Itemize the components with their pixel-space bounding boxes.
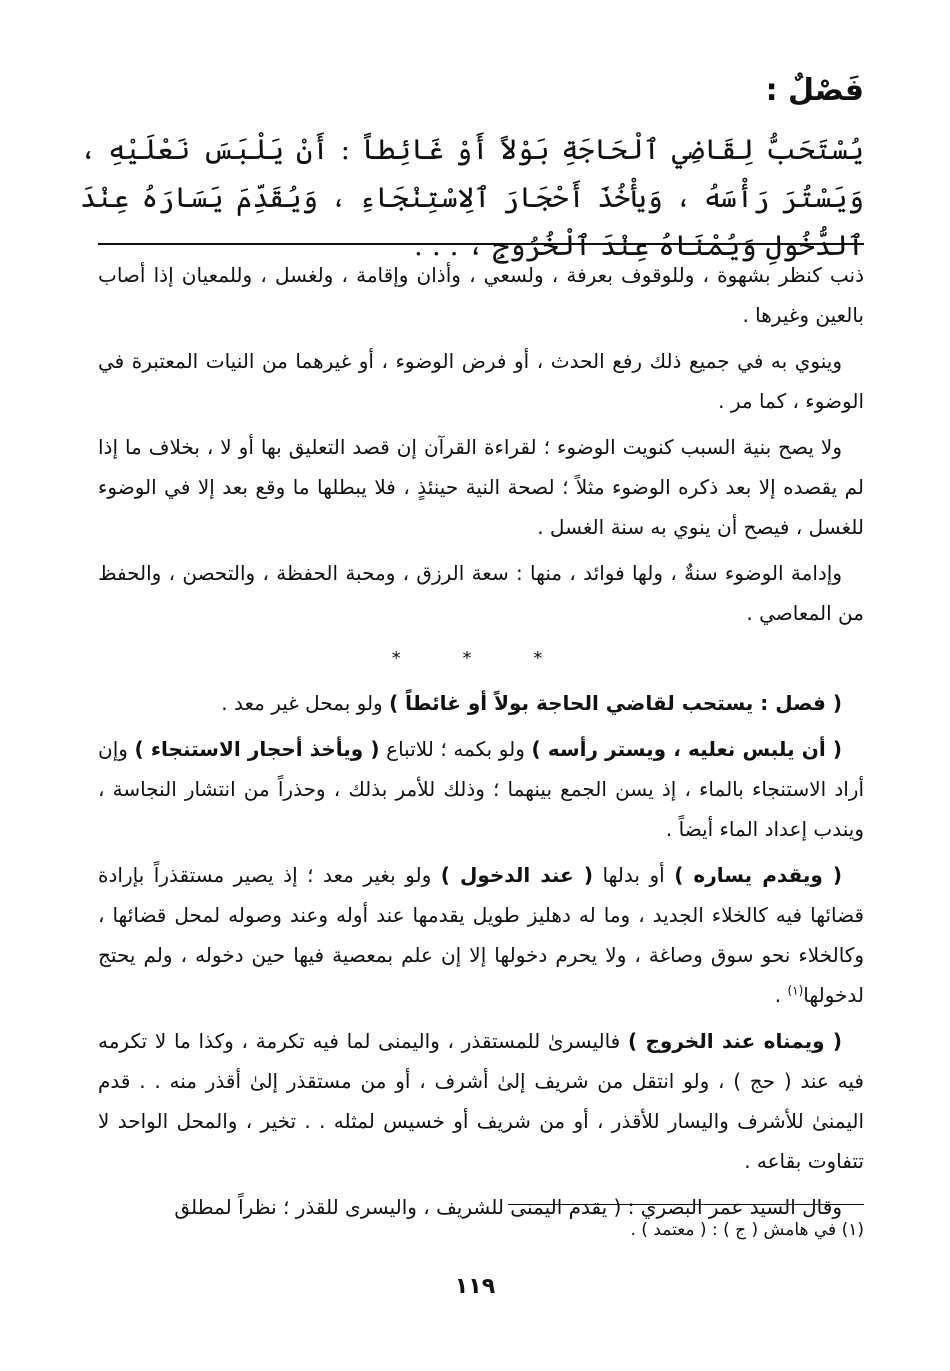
- footnote-divider: [508, 1204, 864, 1205]
- quoted-matn: ( فصل : يستحب لقاضي الحاجة بولاً أو غائطاً ): [389, 691, 842, 715]
- page-number: ١١٩: [454, 1274, 496, 1299]
- commentary-text: أو بدلها: [602, 863, 665, 887]
- footnote: (١) في هامش ( ج ) : ( معتمد ) .: [630, 1220, 864, 1240]
- commentary-text: فاليسرىٰ للمستقذر ، واليمنى لما فيه تكرمة ، وكذا ما لا تكرمه فيه عند ( حج ) ، ولو انتقل من شريف إلىٰ أشرف ، أو من مستقذر إلىٰ أقذر منه . . قدم اليمنىٰ للأشرف واليسار للأقذر ، أو من شريف أو خسيس لمثله . . تخير ، والمحل الواحد لا تتفاوت بقاعه .: [98, 1029, 864, 1173]
- commentary-text: ولو بغير معد ؛ إذ يصير مستقذراً بإرادة قضائها فيه كالخلاء الجديد ، وما له دهليز طويل يقدمها عند أوله وعند وصوله لمحل قضائها ، وكالخلاء نحو سوق وصاغة ، ولا يحرم دخولها إلا إن علم بمعصية فيها حين دخوله ، ولم يحتج لدخولها: [98, 863, 864, 1007]
- section-heading: فَصْلٌ :: [765, 73, 864, 108]
- commentary-paragraph: [98, 683, 864, 723]
- commentary-text: ولو بمحل غير معد .: [221, 691, 383, 715]
- commentary-paragraph: وينوي به في جميع ذلك رفع الحدث ، أو فرض الوضوء ، أو غيرهما من النيات المعتبرة في الوضوء ، كما مر .: [98, 349, 864, 413]
- quoted-matn: ( عند الدخول ): [440, 863, 593, 887]
- quoted-matn: ( أن يلبس نعليه ، ويستر رأسه ): [531, 737, 843, 761]
- commentary-paragraph: وإدامة الوضوء سنةٌ ، ولها فوائد ، منها : سعة الرزق ، ومحبة الحفظة ، والتحصن ، والحفظ من المعاصي .: [98, 561, 864, 625]
- commentary-text: ولو بكمه ؛ للاتباع: [386, 737, 525, 761]
- commentary-text: وإن أراد الاستنجاء بالماء ، إذ يسن الجمع بينهما ؛ وذلك للأمر بذلك ، وحذراً من انتشار النجاسة ، ويندب إعداد الماء أيضاً .: [98, 737, 864, 841]
- commentary-paragraph: [98, 1021, 864, 1181]
- commentary-paragraph: وقال السيد عمر البصري : ( يقدم اليمنى للشريف ، واليسرى للقذر ؛ نظراً لمطلق: [174, 1195, 842, 1219]
- divider-line: [98, 243, 864, 245]
- commentary-paragraph: ذنب كنظر بشهوة ، وللوقوف بعرفة ، ولسعي ، وأذان وإقامة ، ولغسل ، وللمعيان إذا أصاب بالعين وغيرها .: [98, 263, 864, 327]
- matn-text: يُسْتَحَبُّ لِقَاضِي ٱلْحَاجَةِ بَوْلاً أَوْ غَائِطاً : أَنْ يَلْبَسَ نَعْلَيْهِ ، وَيَسْتُرَ رَأْسَهُ ، وَيأْخُذَ أَحْجَارَ ٱلِاسْتِنْجَاءِ ، وَيُقَدِّمَ يَسَارَهُ عِنْدَ ٱلدُّخُولِ وَيُمْنَاهُ عِنْدَ ٱلْخُرُوجِ ، . . .: [80, 133, 864, 262]
- quoted-matn: ( ويأخذ أحجار الاستنجاء ): [134, 737, 380, 761]
- commentary-paragraph: ولا يصح بنية السبب كنويت الوضوء ؛ لقراءة القرآن إن قصد التعليق بها أو لا ، بخلاف ما إذا لم يقصده إلا بعد ذكره الوضوء مثلاً ؛ لصحة النية حينئذٍ ، فلا يبطلها ما وقع بعد إلا في الوضوء للغسل ، فيصح أن ينوي به سنة الغسل .: [98, 435, 864, 539]
- footnote-reference[interactable]: (١): [787, 983, 804, 998]
- asterisk-separator: * * *: [391, 648, 571, 669]
- commentary-text: .: [774, 983, 788, 1007]
- commentary-paragraph: [98, 855, 864, 1015]
- quoted-matn: ( ويمناه عند الخروج ): [628, 1029, 843, 1053]
- quoted-matn: ( ويقدم يساره ): [674, 863, 843, 887]
- commentary: [98, 255, 864, 1233]
- commentary-paragraph: [98, 729, 864, 849]
